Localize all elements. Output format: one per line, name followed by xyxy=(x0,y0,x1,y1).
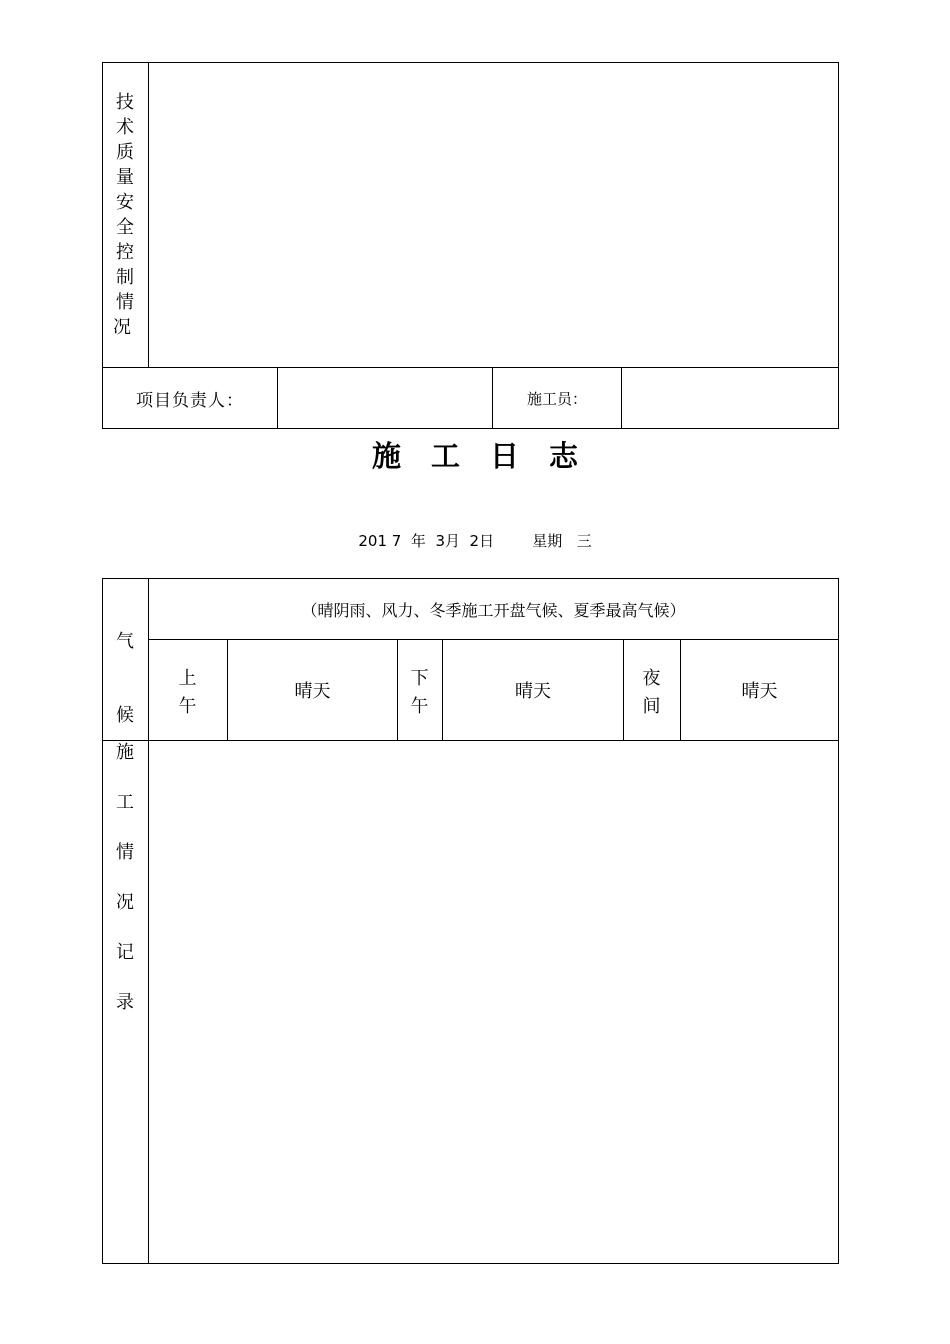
label-char: 间 xyxy=(642,696,661,717)
construction-record-label xyxy=(102,740,148,1016)
label-char: 质 xyxy=(116,142,134,163)
title-char: 志 xyxy=(549,439,579,473)
project-leader-field[interactable] xyxy=(278,368,492,428)
label-char: 录 xyxy=(116,992,134,1013)
label-char: 工 xyxy=(116,792,134,813)
weekday-value: 三 xyxy=(576,532,592,550)
label-char: 制 xyxy=(116,267,134,288)
title-char: 工 xyxy=(430,439,460,473)
label-char: 全 xyxy=(116,217,134,238)
label-char: 午 xyxy=(178,696,197,717)
night-label xyxy=(623,654,680,732)
construction-record-content[interactable] xyxy=(149,741,838,1263)
date-year: 201 7 xyxy=(358,532,402,550)
date-year-unit: 年 xyxy=(410,532,426,550)
label-char: 午 xyxy=(410,696,429,717)
afternoon-label xyxy=(397,654,442,732)
label-char: 控 xyxy=(116,242,134,263)
weather-label-bottom: 候 xyxy=(116,705,134,726)
label-char: 记 xyxy=(116,942,134,963)
weather-header: （晴阴雨、风力、冬季施工开盘气候、夏季最高气候） xyxy=(301,600,686,620)
label-char: 况 xyxy=(113,317,131,338)
title-char: 日 xyxy=(490,439,520,473)
label-char: 夜 xyxy=(642,668,661,689)
constructor-label: 施工员： xyxy=(526,389,587,408)
night-weather-value[interactable]: 晴天 xyxy=(741,681,778,702)
label-char: 上 xyxy=(178,668,197,689)
label-char: 术 xyxy=(116,117,134,138)
label-char: 情 xyxy=(116,292,134,313)
date-day: 2日 xyxy=(469,532,495,550)
label-char: 况 xyxy=(116,892,134,913)
title-char: 施 xyxy=(371,439,401,473)
page-title xyxy=(0,434,950,475)
date-line xyxy=(0,530,950,551)
label-char: 技 xyxy=(116,92,134,113)
label-char: 情 xyxy=(116,842,134,863)
label-char: 量 xyxy=(116,167,134,188)
morning-weather-value[interactable]: 晴天 xyxy=(294,681,331,702)
morning-label xyxy=(148,654,227,732)
afternoon-weather-value[interactable]: 晴天 xyxy=(515,681,551,702)
project-leader-label: 项目负责人： xyxy=(136,390,244,411)
constructor-field[interactable] xyxy=(622,368,838,428)
weekday-label: 星期 xyxy=(532,532,563,550)
label-char: 安 xyxy=(116,192,134,213)
date-month: 3月 xyxy=(435,532,460,550)
quality-safety-content[interactable] xyxy=(149,63,838,367)
weather-label-top: 气 xyxy=(116,631,134,652)
label-char: 施 xyxy=(116,742,134,763)
quality-safety-label xyxy=(102,90,148,340)
label-char: 下 xyxy=(410,668,429,689)
